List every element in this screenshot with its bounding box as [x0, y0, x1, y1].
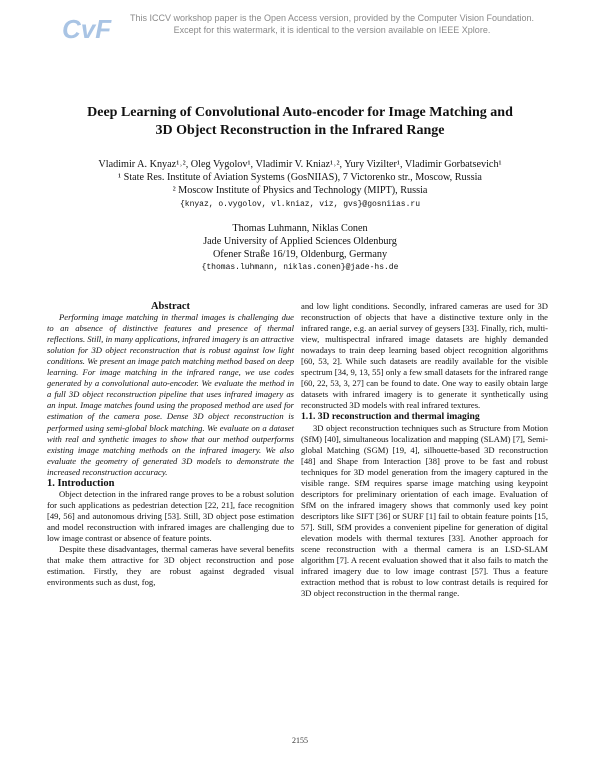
author-names: Vladimir A. Knyaz¹˒², Oleg Vygolov¹, Vladimir V. Kniaz¹˒², Yury Vizilter¹, Vladimir Gorbatsevich¹ — [98, 159, 502, 170]
author-emails-2: {thomas.luhmann, niklas.conen}@jade-hs.de — [201, 263, 399, 273]
address-3: Ofener Straße 16/19, Oldenburg, Germany — [212, 249, 388, 261]
watermark-line-1: This ICCV workshop paper is the Open Access version, provided by the Computer Vision Foundation. — [129, 13, 535, 23]
svg-text:CvF: CvF — [62, 14, 112, 44]
affiliation-2: ² Moscow Institute of Physics and Technology (MIPT), Russia — [172, 185, 428, 197]
right-paragraph-2: 3D object reconstruction techniques such as Structure from Motion (SfM) [40], simultaneous localization and mapping (SLAM) [7], Semi-global Matching (SGM) [19, 4], silhouette-based 3D reconstruction [48] and Shape from Interaction [38] prove to be fast and robust techniques for 3D model generation from the imagery captured in the visible range. SfM requires sparse image matching using keypoint descriptors for preliminary orientation of each image. Evaluation of SfM on the infrared imagery shows that commonly used key point descriptors like SIFT [36] or SURF [1] fail to obtain feature points [15, 57]. Still, SfM provides a convenient pipeline for generation of digital elevation models with thermal textures [33]. Another approach for scene reconstruction with a thermal camera is an LSD-SLAM algorithm [7]. A recent evaluation showed that it also fails to match the infrared imagery due to low image contrast [57]. Thus a feature extraction method that is robust to low contrast details is required for 3D object reconstruction in the thermal range. — [301, 422, 548, 599]
page-number: 2155 — [292, 736, 308, 745]
left-column — [47, 301, 294, 588]
abstract-text: Performing image matching in thermal images is challenging due to an absence of distinctive features and presence of thermal reflections. Still, in many applications, infrared imagery is an attractive solution for 3D object reconstruction that is robust against low light conditions. We present an image patch matching method based on deep learning. For image matching in the infrared range, we use codes generated by a convolutional auto-encoder. We evaluate the method in a full 3D object reconstruction pipeline that uses infrared imagery as an input. Image matches found using the proposed method are used for estimation of the camera pose. Dense 3D object reconstruction is performed using semi-global block matching. We evaluate on a dataset with real and synthetic images to show that our method outperforms existing image matching methods on the infrared imagery. We also evaluate the geometry of generated 3D models to demonstrate the increased reconstruction accuracy. — [47, 312, 294, 477]
right-paragraph-1: and low light conditions. Secondly, infrared cameras are used for 3D reconstruction of objects that have a distinctive texture only in the infrared range, e.g. an aerial survey of geysers [33]. Finally, rich, multi-view, multispectral infrared image datasets are highly demanded nowadays to train deep learning based object recognition algorithms [60, 53, 2]. While such datasets are readily available for the visible spectrum [34, 9, 13, 55] only a few small datasets for the infrared range [60, 22, 53, 3, 27] can be found to date. One way to easily obtain large datasets with infrared imagery is to generate it synthetically using reconstructed 3D models with real infrared textures. — [301, 301, 548, 411]
watermark-line-2: Except for this watermark, it is identical to the version available on IEEE Xplore. — [173, 25, 491, 35]
right-column — [301, 301, 548, 599]
introduction-heading: 1. Introduction — [47, 477, 115, 489]
author-emails-1: {knyaz, o.vygolov, vl.kniaz, viz, gvs}@gosniias.ru — [179, 199, 421, 209]
cvf-logo — [62, 14, 112, 44]
intro-paragraph-1: Object detection in the infrared range proves to be a robust solution for such applications as pedestrian detection [22, 21], face recognition [49, 56] and autonomous driving [53]. Still, 3D object pose estimation and model reconstruction with infrared images are challenging due to low image contrast or absence of feature points. — [47, 488, 294, 543]
subsection-heading: 1.1. 3D reconstruction and thermal imaging — [301, 411, 480, 423]
paper-title — [40, 104, 560, 140]
author-block — [30, 158, 570, 275]
affiliation-3: Jade University of Applied Sciences Oldenburg — [203, 236, 397, 248]
title-line-1: Deep Learning of Convolutional Auto-encoder for Image Matching and — [87, 105, 513, 120]
affiliation-1: ¹ State Res. Institute of Aviation Systems (GosNIIAS), 7 Victorenko str., Moscow, Russia — [118, 172, 482, 184]
intro-paragraph-2: Despite these disadvantages, thermal cameras have several benefits that make them attractive for 3D object reconstruction and pose estimation. Firstly, they are robust against degraded visual environments such as dust, fog, — [47, 544, 294, 588]
author-names-2: Thomas Luhmann, Niklas Conen — [232, 222, 368, 234]
abstract-heading: Abstract — [150, 301, 191, 312]
title-line-2: 3D Object Reconstruction in the Infrared Range — [155, 123, 445, 138]
open-access-watermark — [112, 12, 552, 36]
